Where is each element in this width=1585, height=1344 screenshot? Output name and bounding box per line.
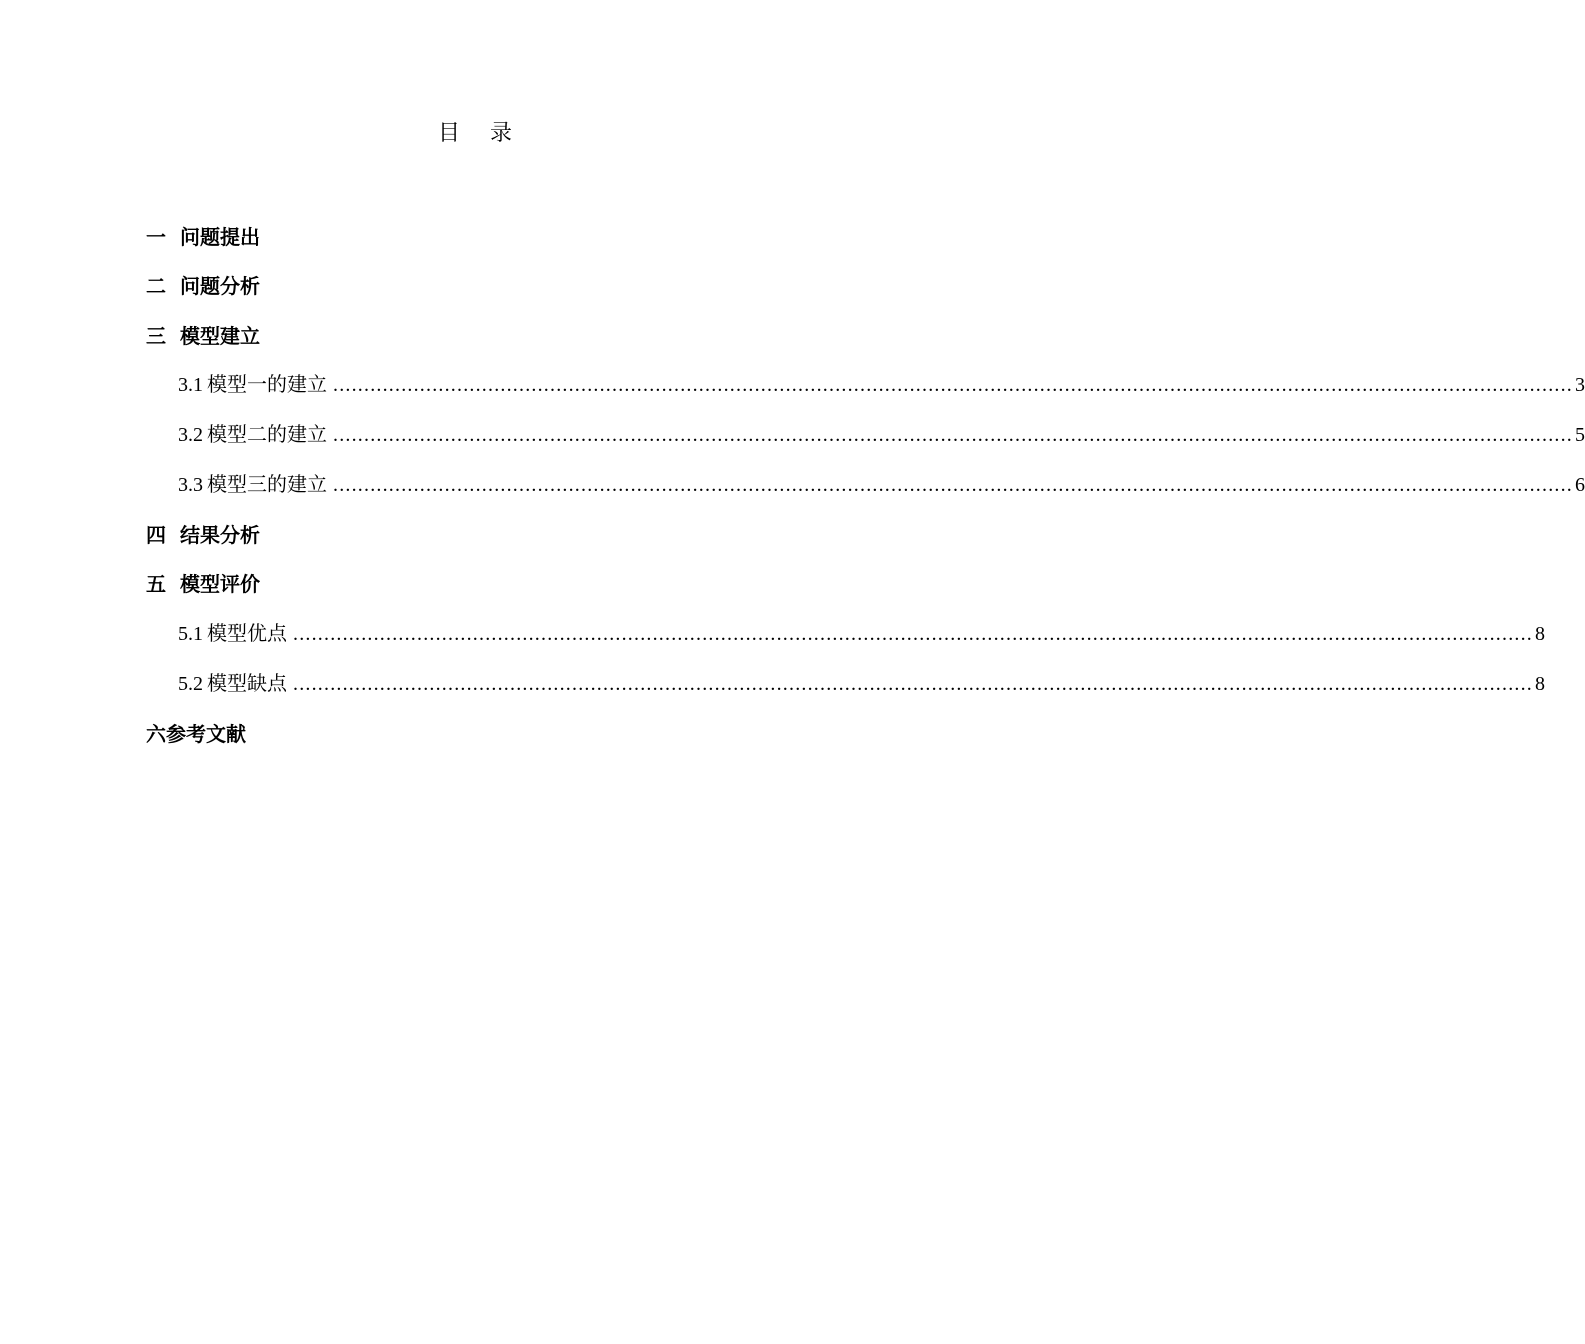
section-title: 模型三的建立: [207, 474, 327, 496]
dot-leader: ........................................................................................................................................................................................................: [293, 623, 1533, 645]
toc-entry-chapter-4[interactable]: [146, 520, 260, 550]
page-number: 5: [1575, 424, 1585, 446]
chapter-number: 四: [146, 523, 166, 547]
chapter-number: 三: [146, 324, 166, 348]
section-number: 5.2: [178, 673, 203, 695]
section-label: [178, 470, 327, 500]
section-number: 5.1: [178, 623, 203, 645]
chapter-number: 一: [146, 225, 166, 249]
toc-entry-chapter-1[interactable]: [146, 222, 260, 252]
chapter-title: 模型建立: [180, 324, 260, 348]
chapter-title: 问题提出: [180, 225, 260, 249]
section-number: 3.1: [178, 374, 203, 396]
section-title: 模型优点: [207, 623, 287, 645]
toc-entry-chapter-5[interactable]: [146, 569, 260, 599]
dot-leader: ........................................................................................................................................................................................................: [333, 424, 1573, 446]
toc-entry-chapter-6[interactable]: [146, 719, 246, 749]
chapter-title: 参考文献: [166, 722, 246, 746]
dot-leader: ........................................................................................................................................................................................................: [333, 374, 1573, 396]
dot-leader: ........................................................................................................................................................................................................: [333, 474, 1573, 496]
chapter-title: 结果分析: [180, 523, 260, 547]
section-label: [178, 370, 327, 400]
section-label: [178, 420, 327, 450]
section-number: 3.3: [178, 474, 203, 496]
section-title: 模型二的建立: [207, 424, 327, 446]
section-number: 3.2: [178, 424, 203, 446]
toc-entry-chapter-3[interactable]: [146, 321, 260, 351]
page-number: 8: [1535, 673, 1545, 695]
section-label: [178, 619, 287, 649]
dot-leader: ........................................................................................................................................................................................................: [293, 673, 1533, 695]
toc-entry-section-3-3[interactable]: [178, 470, 1585, 500]
toc-entry-chapter-2[interactable]: [146, 271, 260, 301]
toc-entry-section-3-1[interactable]: [178, 370, 1585, 400]
section-label: [178, 669, 287, 699]
section-title: 模型缺点: [207, 673, 287, 695]
page-number: 3: [1575, 374, 1585, 396]
toc-entry-section-5-2[interactable]: [178, 669, 1545, 699]
toc-title: [0, 118, 950, 150]
section-title: 模型一的建立: [207, 374, 327, 396]
chapter-title: 模型评价: [180, 572, 260, 596]
toc-title-char-2: 录: [490, 121, 513, 146]
page-number: 6: [1575, 474, 1585, 496]
toc-title-char-1: 目: [437, 121, 460, 146]
chapter-title: 问题分析: [180, 274, 260, 298]
page-number: 8: [1535, 623, 1545, 645]
chapter-number: 五: [146, 572, 166, 596]
chapter-number: 六: [146, 722, 166, 746]
toc-entry-section-5-1[interactable]: [178, 619, 1545, 649]
chapter-number: 二: [146, 274, 166, 298]
toc-entry-section-3-2[interactable]: [178, 420, 1585, 450]
